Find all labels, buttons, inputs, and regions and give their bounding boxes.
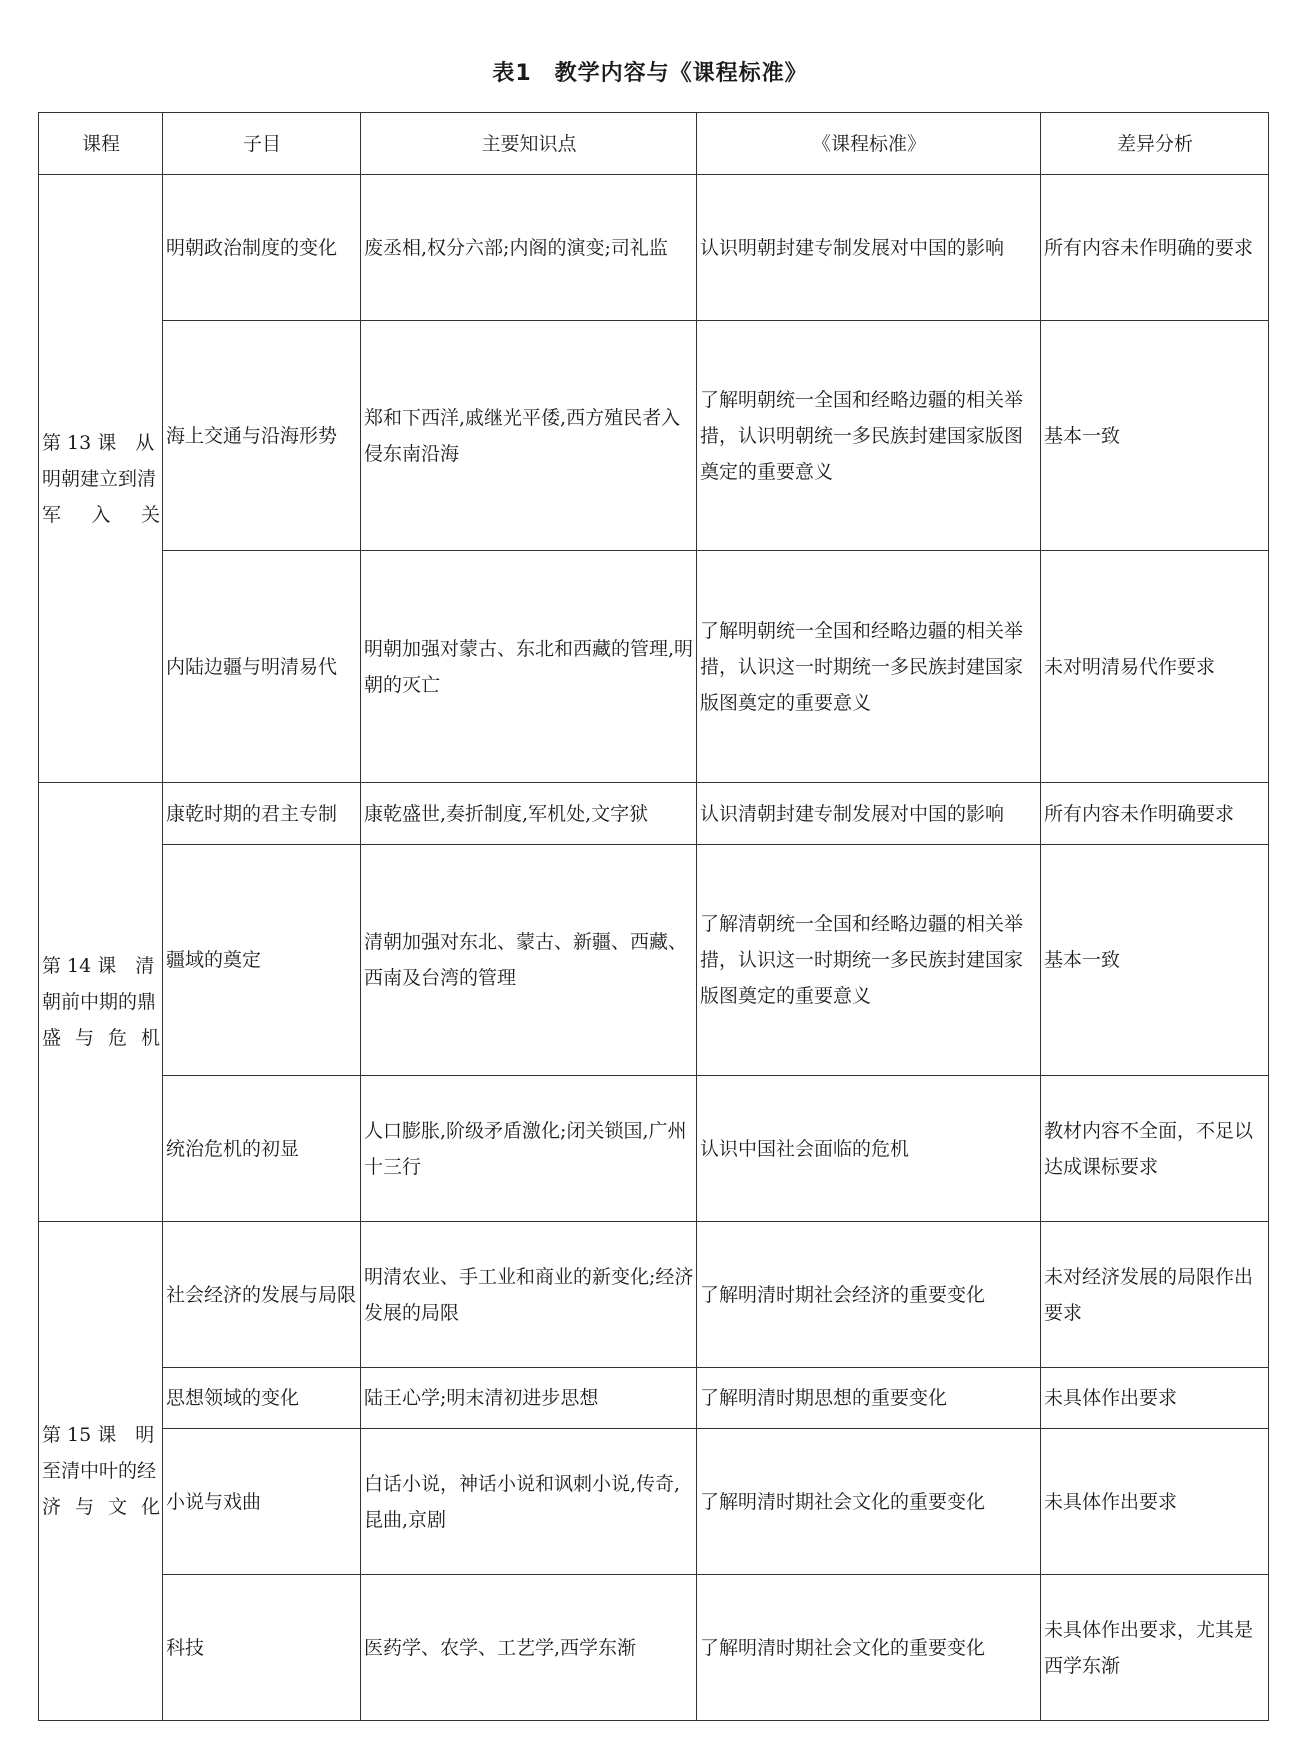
subtopic-cell: 科技 xyxy=(163,1575,361,1721)
analysis-cell: 未具体作出要求 xyxy=(1041,1429,1269,1575)
header-course: 课程 xyxy=(39,113,163,175)
table-row xyxy=(39,783,1269,845)
standard-cell: 了解明朝统一全国和经略边疆的相关举措，认识明朝统一多民族封建国家版图奠定的重要意义 xyxy=(697,321,1041,551)
knowledge-cell: 医药学、农学、工艺学,西学东渐 xyxy=(361,1575,697,1721)
standard-cell: 了解明清时期思想的重要变化 xyxy=(697,1368,1041,1429)
table-row xyxy=(39,1222,1269,1368)
standard-cell: 了解明朝统一全国和经略边疆的相关举措，认识这一时期统一多民族封建国家版图奠定的重要意义 xyxy=(697,551,1041,783)
analysis-cell: 未具体作出要求 xyxy=(1041,1368,1269,1429)
course-cell: 第 14 课 清朝前中期的鼎盛与危机 xyxy=(39,783,163,1222)
course-cell: 第 15 课 明至清中叶的经济与文化 xyxy=(39,1222,163,1721)
subtopic-cell: 统治危机的初显 xyxy=(163,1076,361,1222)
analysis-cell: 所有内容未作明确的要求 xyxy=(1041,175,1269,321)
header-knowledge: 主要知识点 xyxy=(361,113,697,175)
standard-cell: 了解明清时期社会经济的重要变化 xyxy=(697,1222,1041,1368)
standard-cell: 认识清朝封建专制发展对中国的影响 xyxy=(697,783,1041,845)
analysis-cell: 未对明清易代作要求 xyxy=(1041,551,1269,783)
table-row xyxy=(39,845,1269,1076)
knowledge-cell: 郑和下西洋,戚继光平倭,西方殖民者入侵东南沿海 xyxy=(361,321,697,551)
table-row xyxy=(39,1368,1269,1429)
header-row xyxy=(39,113,1269,175)
table-row xyxy=(39,1575,1269,1721)
subtopic-cell: 社会经济的发展与局限 xyxy=(163,1222,361,1368)
analysis-cell: 教材内容不全面，不足以达成课标要求 xyxy=(1041,1076,1269,1222)
standard-cell: 认识明朝封建专制发展对中国的影响 xyxy=(697,175,1041,321)
table-row xyxy=(39,551,1269,783)
header-standard: 《课程标准》 xyxy=(697,113,1041,175)
knowledge-cell: 人口膨胀,阶级矛盾激化;闭关锁国,广州十三行 xyxy=(361,1076,697,1222)
table-row xyxy=(39,1429,1269,1575)
subtopic-cell: 明朝政治制度的变化 xyxy=(163,175,361,321)
analysis-cell: 未对经济发展的局限作出要求 xyxy=(1041,1222,1269,1368)
standard-cell: 了解明清时期社会文化的重要变化 xyxy=(697,1575,1041,1721)
knowledge-cell: 白话小说，神话小说和讽刺小说,传奇,昆曲,京剧 xyxy=(361,1429,697,1575)
course-cell: 第 13 课 从明朝建立到清军入关 xyxy=(39,175,163,783)
table-row xyxy=(39,1076,1269,1222)
subtopic-cell: 康乾时期的君主专制 xyxy=(163,783,361,845)
subtopic-cell: 小说与戏曲 xyxy=(163,1429,361,1575)
standard-cell: 认识中国社会面临的危机 xyxy=(697,1076,1041,1222)
comparison-table xyxy=(38,112,1269,1721)
analysis-cell: 基本一致 xyxy=(1041,321,1269,551)
knowledge-cell: 陆王心学;明末清初进步思想 xyxy=(361,1368,697,1429)
standard-cell: 了解明清时期社会文化的重要变化 xyxy=(697,1429,1041,1575)
table-row xyxy=(39,175,1269,321)
table-title: 表1 教学内容与《课程标准》 xyxy=(492,61,808,86)
knowledge-cell: 废丞相,权分六部;内阁的演变;司礼监 xyxy=(361,175,697,321)
knowledge-cell: 康乾盛世,奏折制度,军机处,文字狱 xyxy=(361,783,697,845)
standard-cell: 了解清朝统一全国和经略边疆的相关举措，认识这一时期统一多民族封建国家版图奠定的重要意义 xyxy=(697,845,1041,1076)
analysis-cell: 所有内容未作明确要求 xyxy=(1041,783,1269,845)
header-subtopic: 子目 xyxy=(163,113,361,175)
analysis-cell: 未具体作出要求，尤其是西学东渐 xyxy=(1041,1575,1269,1721)
knowledge-cell: 清朝加强对东北、蒙古、新疆、西藏、西南及台湾的管理 xyxy=(361,845,697,1076)
analysis-cell: 基本一致 xyxy=(1041,845,1269,1076)
knowledge-cell: 明朝加强对蒙古、东北和西藏的管理,明朝的灭亡 xyxy=(361,551,697,783)
table-row xyxy=(39,321,1269,551)
subtopic-cell: 疆域的奠定 xyxy=(163,845,361,1076)
subtopic-cell: 内陆边疆与明清易代 xyxy=(163,551,361,783)
header-analysis: 差异分析 xyxy=(1041,113,1269,175)
subtopic-cell: 思想领域的变化 xyxy=(163,1368,361,1429)
knowledge-cell: 明清农业、手工业和商业的新变化;经济发展的局限 xyxy=(361,1222,697,1368)
subtopic-cell: 海上交通与沿海形势 xyxy=(163,321,361,551)
